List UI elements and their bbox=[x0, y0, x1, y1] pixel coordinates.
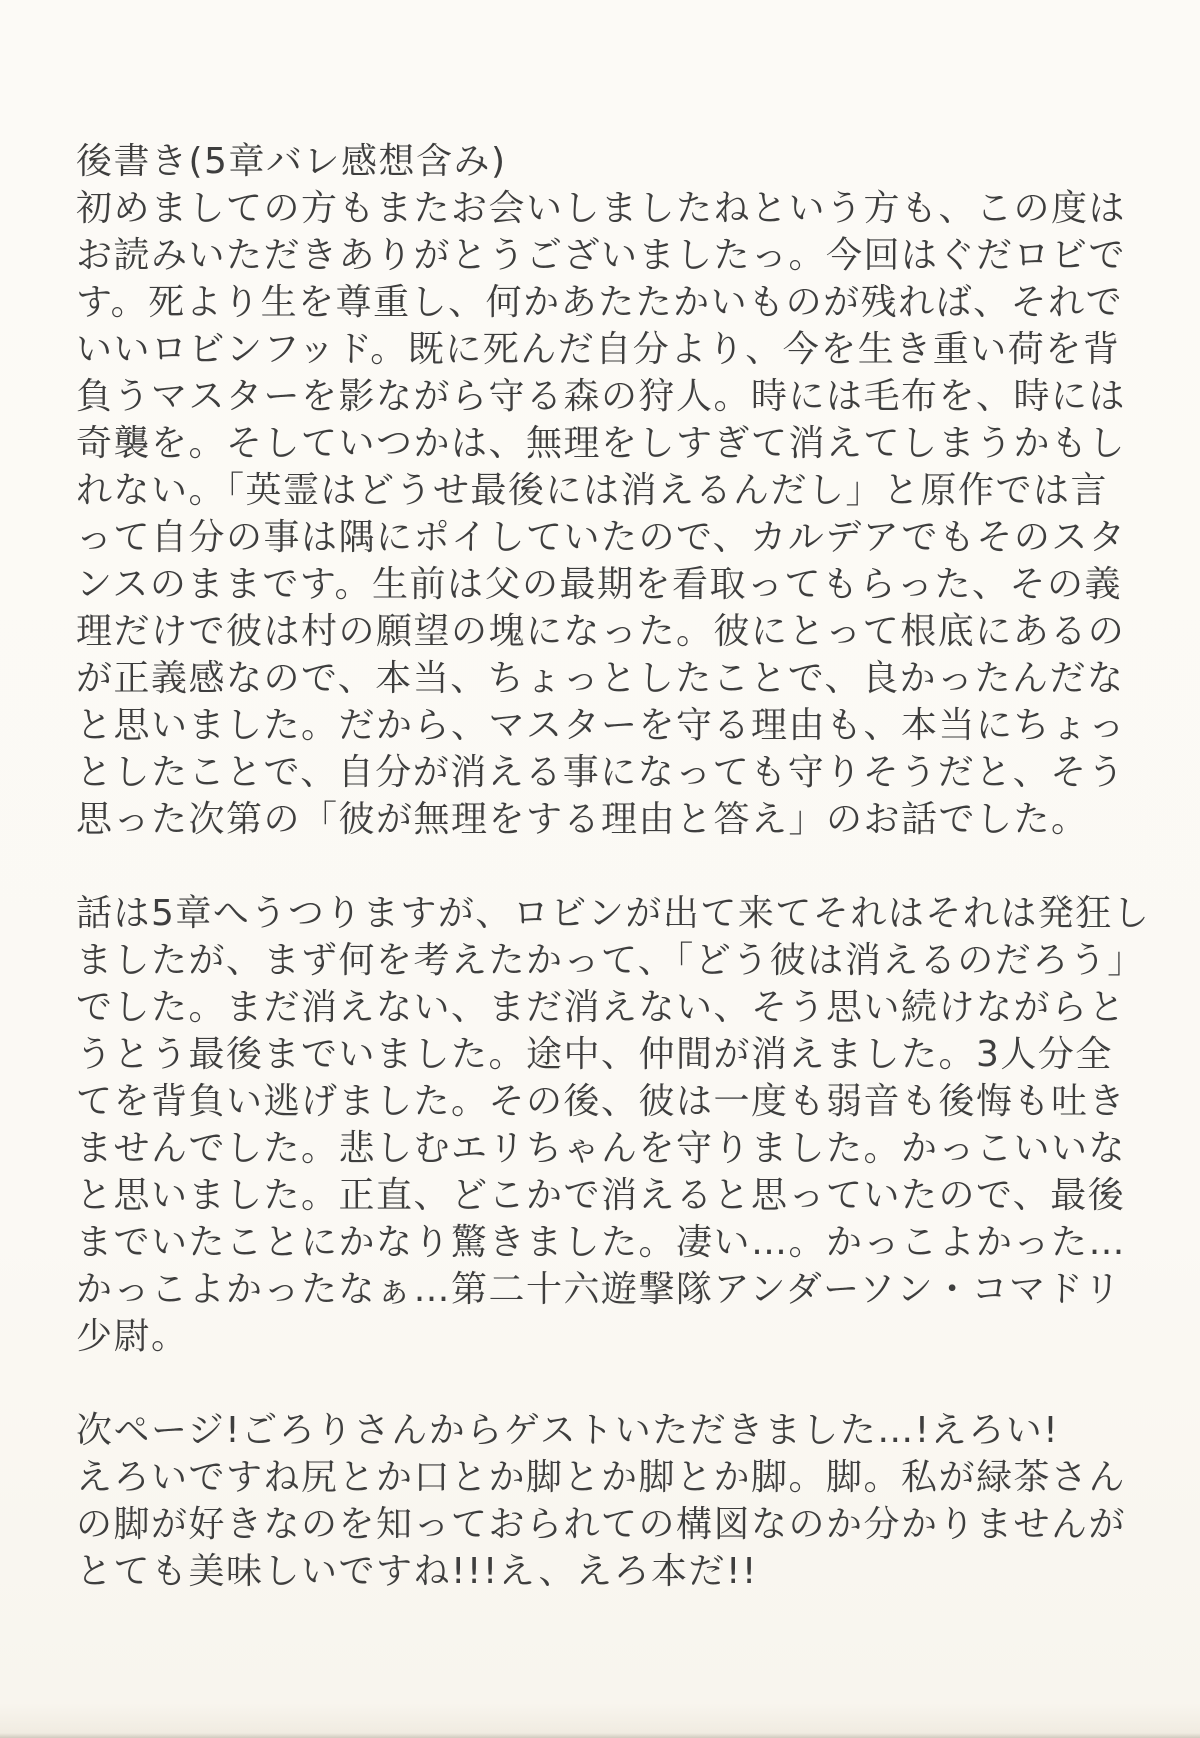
text-line: うとう最後までいました。途中、仲間が消えました。3人分全 bbox=[76, 1034, 1113, 1075]
paragraph-guest-page-note bbox=[76, 1407, 1130, 1595]
text-line: れない。「英霊はどうせ最後には消えるんだし」と原作では言 bbox=[76, 470, 1109, 511]
afterword-heading: 後書き(5章バレ感想含み) bbox=[76, 141, 507, 182]
text-line: とても美味しいですね!!!え、えろ本だ!! bbox=[76, 1551, 758, 1592]
text-line: が正義感なので、本当、ちょっとしたことで、良かったんだな bbox=[76, 658, 1125, 699]
text-line: 理だけで彼は村の願望の塊になった。彼にとって根底にあるの bbox=[76, 611, 1126, 652]
paragraph-afterword-intro bbox=[76, 185, 1130, 843]
text-line: 次ページ!ごろりさんからゲストいただきました…!えろい! bbox=[76, 1410, 1060, 1451]
text-line: ませんでした。悲しむエリちゃんを守りました。かっこいいな bbox=[76, 1128, 1127, 1169]
text-line: の脚が好きなのを知っておられての構図なのか分かりませんが bbox=[76, 1504, 1127, 1545]
text-line: てを背負い逃げました。その後、彼は一度も弱音も後悔も吐き bbox=[76, 1081, 1127, 1122]
text-line: 話は5章へうつりますが、ロビンが出て来てそれはそれは発狂し bbox=[76, 893, 1151, 934]
text-line: 負うマスターを影ながら守る森の狩人。時には毛布を、時には bbox=[76, 376, 1127, 417]
text-line: 思った次第の「彼が無理をする理由と答え」のお話でした。 bbox=[76, 799, 1089, 840]
text-line: 初めましての方もまたお会いしましたねという方も、この度は bbox=[76, 188, 1127, 229]
text-line: 奇襲を。そしていつかは、無理をしすぎて消えてしまうかもし bbox=[76, 423, 1127, 464]
paragraph-chapter5-impressions bbox=[76, 890, 1151, 1360]
text-line: って自分の事は隅にポイしていたので、カルデアでもそのスタ bbox=[76, 517, 1127, 558]
text-line: いいロビンフッド。既に死んだ自分より、今を生き重い荷を背 bbox=[76, 329, 1121, 370]
text-line: お読みいただきありがとうございましたっ。今回はぐだロビで bbox=[76, 235, 1127, 276]
text-line: と思いました。だから、マスターを守る理由も、本当にちょっ bbox=[76, 705, 1127, 746]
text-line: かっこよかったなぁ…第二十六遊撃隊アンダーソン・コマドリ bbox=[76, 1269, 1122, 1310]
text-line: としたことで、自分が消える事になっても守りそうだと、そう bbox=[76, 752, 1126, 793]
text-line: す。死より生を尊重し、何かあたたかいものが残れば、それで bbox=[76, 282, 1124, 323]
text-line: ンスのままです。生前は父の最期を看取ってもらった、その義 bbox=[76, 564, 1123, 605]
text-line: までいたことにかなり驚きました。凄い…。かっこよかった… bbox=[76, 1222, 1127, 1263]
text-line: ましたが、まず何を考えたかって、「どう彼は消えるのだろう」 bbox=[76, 940, 1145, 981]
text-line: でした。まだ消えない、まだ消えない、そう思い続けながらと bbox=[76, 987, 1127, 1028]
text-line: と思いました。正直、どこかで消えると思っていたので、最後 bbox=[76, 1175, 1126, 1216]
text-line: えろいですね尻とか口とか脚とか脚とか脚。脚。私が緑茶さん bbox=[76, 1457, 1127, 1498]
text-line: 少尉。 bbox=[76, 1316, 189, 1357]
